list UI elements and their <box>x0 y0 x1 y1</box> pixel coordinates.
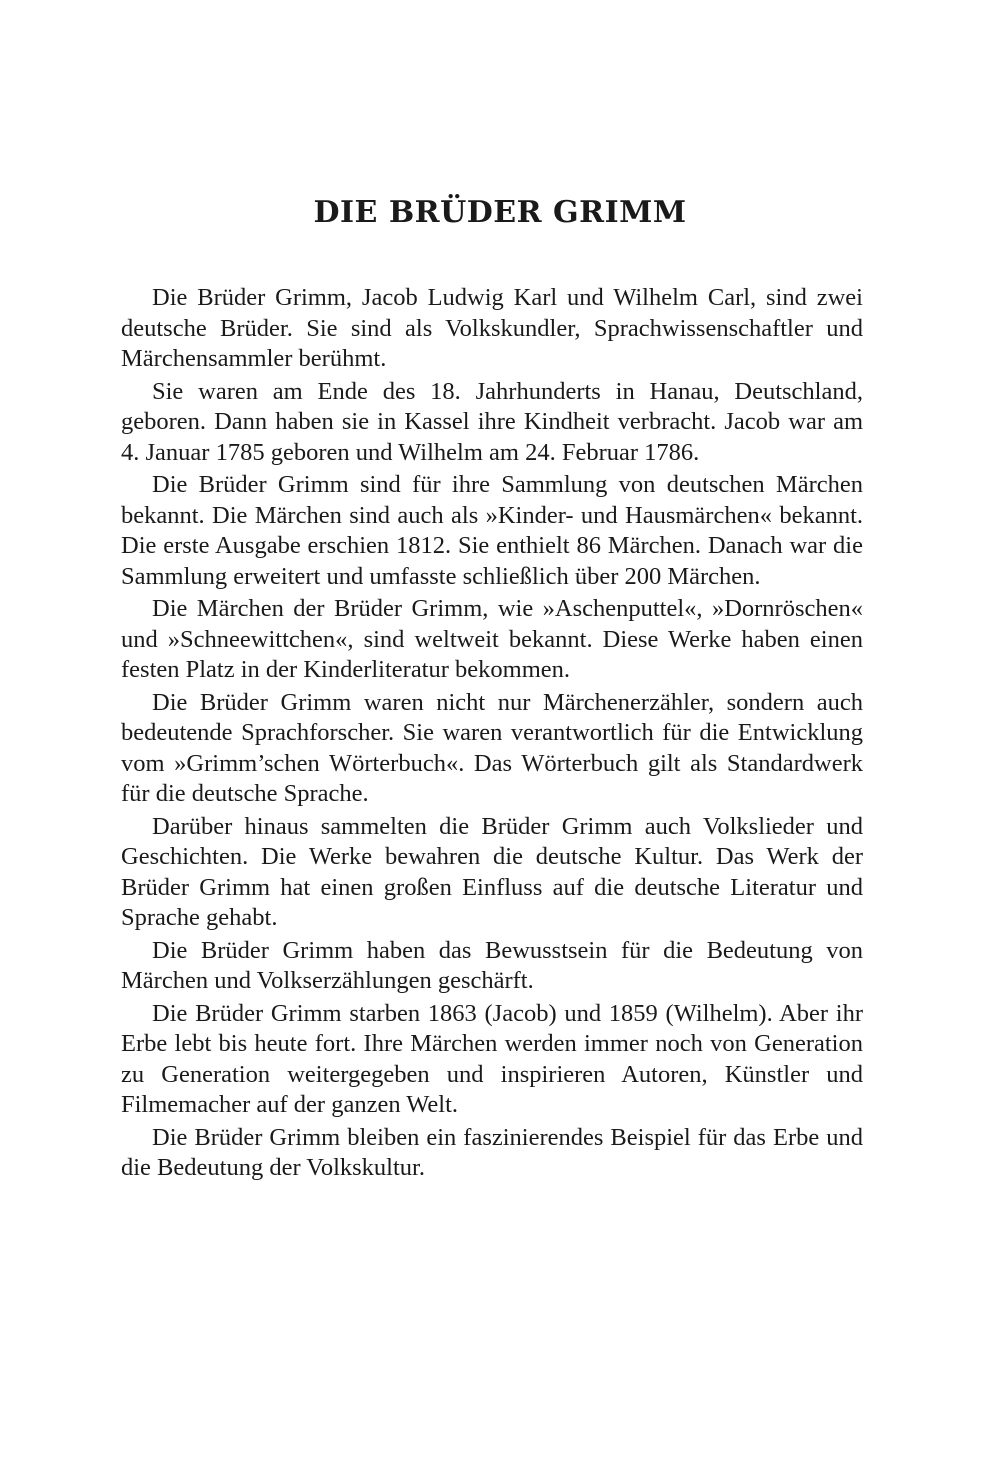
paragraph: Die Brüder Grimm starben 1863 (Jacob) und 1859 (Wilhelm). Aber ihr Erbe lebt bis heute fort. Ihre Märchen werden immer noch von Generation zu Generation weitergegeben und inspirieren Autoren, Künstler und Filmemacher auf der ganzen Welt. <box>121 999 863 1118</box>
paragraph: Die Märchen der Brüder Grimm, wie »Aschenputtel«, »Dornröschen« und »Schneewittchen«, sind weltweit bekannt. Diese Werke haben einen festen Platz in der Kinderliteratur bekommen. <box>121 595 863 683</box>
paragraph: Darüber hinaus sammelten die Brüder Grimm auch Volkslieder und Geschichten. Die Werke bewahren die deutsche Kultur. Das Werk der Brüder Grimm hat einen großen Einfluss auf die deutsche Literatur und Sprache gehabt. <box>121 812 863 931</box>
paragraph: Die Brüder Grimm bleiben ein faszinierendes Beispiel für das Erbe und die Bedeutung der Volkskultur. <box>121 1123 863 1181</box>
body-text <box>121 283 863 1186</box>
paragraph: Die Brüder Grimm, Jacob Ludwig Karl und Wilhelm Carl, sind zwei deutsche Brüder. Sie sind als Volkskundler, Sprachwissenschaftler und Märchensammler berühmt. <box>121 284 863 372</box>
paragraph: Die Brüder Grimm waren nicht nur Märchenerzähler, sondern auch bedeutende Sprachforscher. Sie waren verantwortlich für die Entwicklung vom »Grimm’schen Wörterbuch«. Das Wörterbuch gilt als Standardwerk für die deutsche Sprache. <box>121 688 863 807</box>
paragraph: Sie waren am Ende des 18. Jahrhunderts in Hanau, Deutschland, geboren. Dann haben sie in Kassel ihre Kindheit verbracht. Jacob war am 4. Januar 1785 geboren und Wilhelm am 24. Februar 1786. <box>121 377 863 466</box>
paragraph: Die Brüder Grimm haben das Bewusstsein für die Bedeutung von Märchen und Volkserzählungen geschärft. <box>121 936 863 994</box>
paragraph: Die Brüder Grimm sind für ihre Sammlung von deutschen Märchen bekannt. Die Märchen sind auch als »Kinder- und Hausmärchen« bekannt. Die erste Ausgabe erschien 1812. Sie enthielt 86 Märchen. Danach war die Sammlung erweitert und umfasste schließlich über 200 Märchen. <box>121 471 863 590</box>
page-title: DIE BRÜDER GRIMM <box>313 195 687 230</box>
